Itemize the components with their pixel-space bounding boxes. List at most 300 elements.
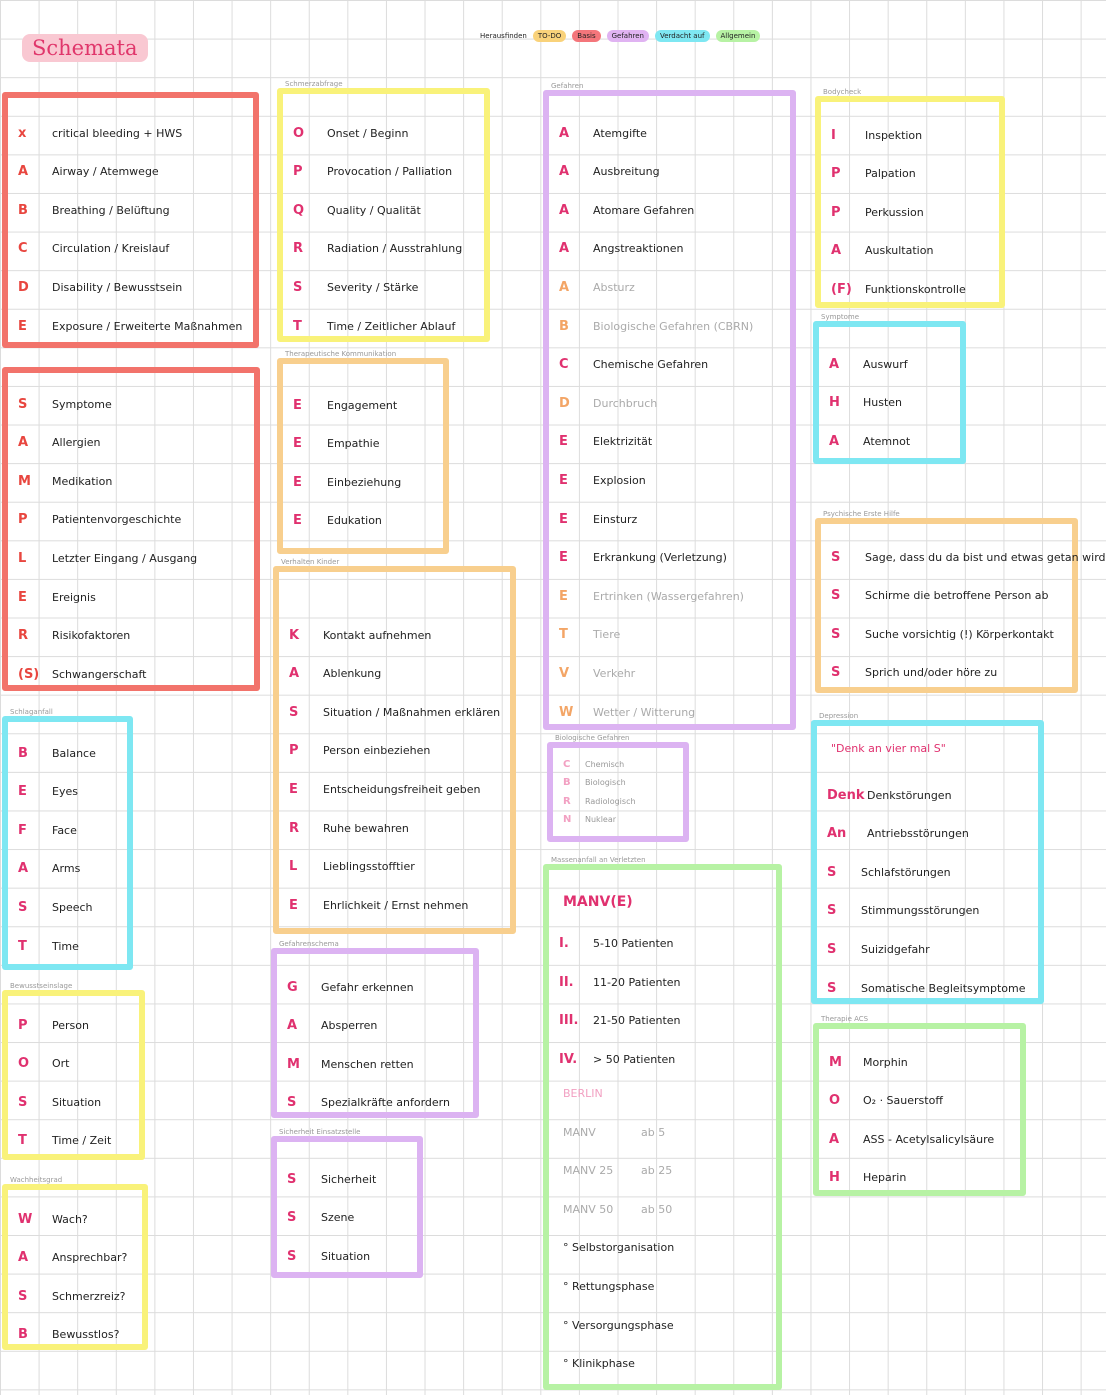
cbrn-letter: N — [563, 814, 572, 825]
xabcde-row — [18, 161, 247, 183]
xabcde-row — [18, 276, 247, 298]
sampler-letter: (S) — [18, 666, 40, 682]
manv-box-title: Massenanfall an Verletzten — [551, 856, 646, 864]
gefahren-row — [559, 199, 784, 221]
aha-letter: A — [829, 356, 840, 372]
legend-basis: Basis — [572, 30, 600, 42]
ippaf-letter: I — [831, 127, 836, 143]
kaspserle-row — [289, 740, 504, 762]
gefahren-text: Absturz — [593, 280, 635, 294]
manv-phase: ° Selbstorganisation — [563, 1241, 675, 1255]
befast-row — [18, 935, 121, 957]
gefahren-letter: A — [559, 164, 570, 180]
opqrst-text: Radiation / Ausstrahlung — [327, 242, 463, 256]
gefahren-text: Ausbreitung — [593, 165, 660, 179]
moah-text: Heparin — [863, 1171, 907, 1185]
gefahren-box-title: Gefahren — [551, 82, 584, 90]
kaspserle-letter: R — [289, 820, 300, 836]
xabcde-text: Airway / Atemwege — [52, 165, 159, 179]
befast-letter: T — [18, 938, 27, 954]
wasb-row — [18, 1285, 136, 1307]
cbrn-box-title: Biologische Gefahren — [555, 734, 630, 742]
opqrst-text: Onset / Beginn — [327, 126, 409, 140]
moah-letter: O — [829, 1093, 841, 1109]
gams-letter: A — [287, 1018, 298, 1034]
gams-row — [287, 1092, 467, 1114]
post-letter: T — [18, 1133, 27, 1149]
eeee-letter: E — [293, 436, 302, 452]
sampler-text: Patientenvorgeschichte — [52, 513, 182, 527]
xabcde-text: Disability / Bewusstsein — [52, 280, 183, 294]
ssss-text: Sage, dass du da bist und etwas getan wird — [865, 550, 1106, 564]
legend-allgemein: Allgemein — [716, 30, 761, 42]
denk-letter: An — [827, 826, 847, 842]
sss-row — [287, 1168, 411, 1190]
sss-box-title: Sicherheit Einsatzstelle — [279, 1128, 361, 1136]
gefahren-letter: E — [559, 550, 568, 566]
befast-text: Balance — [52, 746, 96, 760]
gefahren-letter: A — [559, 279, 570, 295]
gefahren-text: Angstreaktionen — [593, 242, 684, 256]
moah-row — [829, 1128, 1014, 1150]
opqrst-text: Time / Zeitlicher Ablauf — [327, 319, 456, 333]
manv-heading: MANV(E) — [563, 894, 633, 910]
wasb-row — [18, 1247, 136, 1269]
aha-box — [813, 313, 966, 464]
opqrst-row — [293, 122, 478, 144]
gefahren-box — [543, 82, 796, 730]
sampler-row — [18, 586, 248, 608]
ssss-row — [831, 546, 1106, 568]
ssss-box-title: Psychische Erste Hilfe — [823, 510, 900, 518]
aha-row — [829, 430, 954, 452]
kaspserle-letter: L — [289, 859, 298, 875]
ippaf-row — [831, 240, 993, 262]
denk-text: Schlafstörungen — [861, 865, 951, 879]
manv-phase: ° Klinikphase — [563, 1357, 635, 1371]
befast-letter: B — [18, 745, 28, 761]
befast-text: Time — [52, 939, 79, 953]
moah-row — [829, 1090, 1014, 1112]
denk-box-title: Depression — [819, 712, 859, 720]
legend-herausfinden: Herausfinden — [480, 32, 527, 40]
manv-phase: ° Rettungsphase — [563, 1280, 655, 1293]
gefahren-text: Atemgifte — [593, 126, 647, 140]
xabcde-text: Breathing / Belüftung — [52, 203, 170, 217]
gefahren-row — [559, 315, 784, 337]
manv-berlin-row: MANV 50 — [563, 1202, 614, 1216]
gefahren-letter: T — [559, 627, 568, 643]
xabcde-row — [18, 238, 247, 260]
wasb-letter: S — [18, 1288, 28, 1304]
eeee-row — [293, 394, 437, 416]
denk-row — [827, 938, 1032, 960]
legend-todo: TO-DO — [533, 30, 566, 42]
gefahren-letter: C — [559, 357, 569, 373]
denk-letter: Denk — [827, 787, 865, 803]
gefahren-row — [559, 624, 784, 646]
wasb-letter: W — [18, 1211, 33, 1227]
gefahren-row — [559, 585, 784, 607]
gefahren-letter: A — [559, 202, 570, 218]
aha-text: Husten — [863, 396, 903, 410]
cbrn-text: Biologisch — [585, 778, 626, 787]
ippaf-text: Inspektion — [865, 128, 923, 142]
gefahren-text: Einsturz — [593, 512, 638, 526]
ssss-row — [831, 662, 1066, 684]
befast-row — [18, 896, 121, 918]
denk-row — [827, 861, 1032, 883]
kaspserle-letter: K — [289, 627, 300, 643]
xabcde-letter: C — [18, 241, 28, 257]
moah-text: ASS - Acetylsalicylsäure — [863, 1132, 995, 1146]
manv-berlin-row: MANV — [563, 1125, 596, 1139]
gams-text: Menschen retten — [321, 1057, 414, 1071]
gefahren-text: Atomare Gefahren — [593, 203, 695, 217]
wasb-text: Wach? — [52, 1212, 88, 1226]
post-row — [18, 1130, 133, 1152]
kaspserle-letter: A — [289, 666, 300, 682]
kaspserle-row — [289, 856, 504, 878]
gefahren-text: Ertrinken (Wassergefahren) — [593, 589, 744, 603]
befast-letter: S — [18, 899, 28, 915]
sss-text: Situation — [321, 1249, 371, 1263]
ssss-box — [815, 510, 1106, 693]
gefahren-row — [559, 161, 784, 183]
sampler-letter: M — [18, 473, 31, 489]
gams-row — [287, 1053, 467, 1075]
kaspserle-text: Entscheidungsfreiheit geben — [323, 782, 481, 796]
manv-row — [559, 933, 770, 955]
sampler-text: Symptome — [52, 397, 112, 411]
manv-berlin-label: BERLIN — [563, 1087, 603, 1100]
denk-letter: S — [827, 980, 837, 996]
gams-box-title: Gefahrenschema — [279, 940, 339, 948]
ssss-row — [831, 623, 1066, 645]
ssss-letter: S — [831, 588, 841, 604]
manv-row — [559, 971, 770, 993]
ippaf-row — [831, 201, 993, 223]
ssss-row — [831, 585, 1066, 607]
opqrst-letter: Q — [293, 202, 305, 218]
befast-text: Face — [52, 823, 77, 837]
opqrst-row — [293, 161, 478, 183]
eeee-text: Empathie — [327, 437, 380, 451]
xabcde-letter: A — [18, 164, 29, 180]
aha-row — [829, 392, 954, 414]
denk-text: Stimmungsstörungen — [861, 904, 980, 918]
aha-letter: H — [829, 395, 840, 411]
gefahren-row — [559, 508, 784, 530]
eeee-text: Einbeziehung — [327, 475, 402, 489]
ssss-letter: S — [831, 665, 841, 681]
ippaf-row — [831, 124, 993, 146]
sampler-text: Letzter Eingang / Ausgang — [52, 551, 198, 565]
manv-berlin-threshold: ab 5 — [641, 1125, 666, 1139]
manv-letter: II. — [559, 974, 574, 990]
denk-row — [827, 784, 1032, 806]
sampler-box — [2, 367, 260, 691]
ippaf-text: Auskultation — [865, 244, 934, 258]
ssss-text: Schirme die betroffene Person ab — [865, 589, 1049, 603]
wasb-text: Bewusstlos? — [52, 1328, 120, 1342]
cbrn-row — [563, 793, 677, 809]
legend-gefahren: Gefahren — [607, 30, 649, 42]
opqrst-row — [293, 315, 478, 337]
denk-text: Suizidgefahr — [861, 942, 930, 956]
denk-box — [811, 712, 1044, 1004]
sampler-row — [18, 625, 248, 647]
moah-box — [813, 1015, 1026, 1196]
gefahren-row — [559, 354, 784, 376]
post-letter: P — [18, 1017, 28, 1033]
gefahren-letter: A — [559, 125, 570, 141]
denk-letter: S — [827, 864, 837, 880]
xabcde-text: Exposure / Erweiterte Maßnahmen — [52, 319, 243, 333]
gefahren-letter: W — [559, 704, 574, 720]
gefahren-text: Erkrankung (Verletzung) — [593, 551, 727, 565]
sss-box — [271, 1128, 423, 1278]
kaspserle-row — [289, 778, 504, 800]
cbrn-box — [547, 734, 689, 842]
moah-letter: M — [829, 1054, 842, 1070]
kaspserle-text: Situation / Maßnahmen erklären — [323, 705, 501, 719]
moah-box-title: Therapie ACS — [821, 1015, 869, 1023]
post-row — [18, 1014, 133, 1036]
ippaf-letter: (F) — [831, 281, 852, 297]
post-text: Situation — [52, 1095, 102, 1109]
manv-row — [559, 1048, 770, 1070]
denk-quote: "Denk an vier mal S" — [831, 742, 946, 755]
gefahren-text: Durchbruch — [593, 396, 658, 410]
manv-text: 5-10 Patienten — [593, 937, 674, 951]
xabcde-letter: x — [18, 125, 27, 141]
aha-text: Atemnot — [863, 434, 911, 448]
gefahren-letter: D — [559, 395, 570, 411]
gams-letter: G — [287, 979, 298, 995]
kaspserle-text: Lieblingsstofftier — [323, 860, 415, 874]
ssss-text: Suche vorsichtig (!) Körperkontakt — [865, 627, 1054, 641]
moah-row — [829, 1051, 1014, 1073]
manv-letter: IV. — [559, 1051, 578, 1067]
wasb-row — [18, 1208, 136, 1230]
post-letter: S — [18, 1094, 28, 1110]
opqrst-row — [293, 238, 478, 260]
befast-row — [18, 858, 121, 880]
manv-row — [559, 1010, 770, 1032]
opqrst-row — [293, 276, 478, 298]
sampler-row — [18, 432, 248, 454]
wasb-letter: A — [18, 1250, 29, 1266]
befast-letter: E — [18, 784, 27, 800]
eeee-letter: E — [293, 513, 302, 529]
eeee-box-title: Therapeutische Kommunikation — [285, 350, 397, 358]
kaspserle-letter: S — [289, 704, 299, 720]
sss-text: Szene — [321, 1211, 355, 1225]
sss-row — [287, 1207, 411, 1229]
xabcde-row — [18, 199, 247, 221]
befast-text: Speech — [52, 900, 93, 914]
gefahren-row — [559, 431, 784, 453]
befast-box — [2, 708, 133, 970]
moah-row — [829, 1167, 1014, 1189]
wasb-text: Ansprechbar? — [52, 1251, 128, 1265]
xabcde-text: Circulation / Kreislauf — [52, 242, 170, 256]
sss-letter: S — [287, 1171, 297, 1187]
xabcde-text: critical bleeding + HWS — [52, 126, 183, 140]
opqrst-letter: P — [293, 164, 303, 180]
kaspserle-row — [289, 701, 504, 723]
denk-letter: S — [827, 903, 837, 919]
post-text: Time / Zeit — [52, 1134, 112, 1148]
post-text: Person — [52, 1018, 89, 1032]
manv-berlin-row: MANV 25 — [563, 1164, 614, 1178]
gefahren-row — [559, 701, 784, 723]
ippaf-text: Palpation — [865, 167, 916, 181]
wasb-row — [18, 1324, 136, 1346]
befast-box-title: Schlaganfall — [10, 708, 53, 716]
sampler-row — [18, 663, 248, 685]
gefahren-text: Biologische Gefahren (CBRN) — [593, 319, 754, 333]
aha-letter: A — [829, 433, 840, 449]
ippaf-letter: A — [831, 243, 842, 259]
post-row — [18, 1091, 133, 1113]
ippaf-row — [831, 278, 993, 300]
cbrn-row — [563, 756, 677, 772]
gams-box — [271, 940, 479, 1118]
denk-row — [827, 900, 1032, 922]
gefahren-row — [559, 662, 784, 684]
eeee-letter: E — [293, 397, 302, 413]
gefahren-letter: B — [559, 318, 569, 334]
gams-letter: M — [287, 1056, 300, 1072]
post-text: Ort — [52, 1057, 70, 1071]
gefahren-text: Explosion — [593, 473, 646, 487]
legend-verdacht: Verdacht auf — [655, 30, 710, 42]
gams-row — [287, 1015, 467, 1037]
wasb-box — [2, 1176, 148, 1350]
wasb-text: Schmerzreiz? — [52, 1289, 126, 1303]
gefahren-text: Elektrizität — [593, 435, 653, 449]
ippaf-text: Perkussion — [865, 205, 924, 219]
eeee-box — [277, 350, 449, 554]
sss-letter: S — [287, 1248, 297, 1264]
denk-text: Somatische Begleitsymptome — [861, 981, 1026, 995]
opqrst-row — [293, 199, 478, 221]
sss-letter: S — [287, 1210, 297, 1226]
opqrst-letter: O — [293, 125, 305, 141]
denk-letter: S — [827, 941, 837, 957]
manv-phase: ° Versorgungsphase — [563, 1318, 674, 1332]
kaspserle-letter: E — [289, 897, 298, 913]
gefahren-letter: E — [559, 434, 568, 450]
cbrn-text: Radiologisch — [585, 796, 636, 806]
manv-letter: I. — [559, 936, 569, 952]
sampler-row — [18, 509, 248, 531]
opqrst-text: Severity / Stärke — [327, 280, 419, 294]
cbrn-letter: C — [563, 758, 571, 770]
manv-letter: III. — [559, 1013, 579, 1029]
sampler-row — [18, 470, 248, 492]
kaspserle-text: Ruhe bewahren — [323, 821, 409, 835]
sampler-letter: S — [18, 396, 28, 412]
kaspserle-row — [289, 894, 504, 916]
sampler-text: Risikofaktoren — [52, 629, 131, 643]
opqrst-letter: S — [293, 279, 303, 295]
sampler-text: Allergien — [52, 436, 101, 450]
denk-text: Denkstörungen — [867, 788, 952, 802]
gams-text: Gefahr erkennen — [321, 980, 414, 994]
gefahren-letter: V — [559, 665, 570, 681]
kaspserle-letter: E — [289, 781, 298, 797]
gams-text: Spezialkräfte anfordern — [321, 1096, 450, 1110]
moah-letter: H — [829, 1170, 840, 1186]
denk-row — [827, 823, 1032, 845]
kaspserle-text: Person einbeziehen — [323, 744, 431, 758]
eeee-row — [293, 471, 437, 493]
gefahren-text: Chemische Gefahren — [593, 358, 709, 372]
kaspserle-text: Kontakt aufnehmen — [323, 628, 432, 642]
opqrst-letter: T — [293, 318, 302, 334]
opqrst-text: Provocation / Palliation — [327, 165, 453, 179]
kaspserle-row — [289, 817, 504, 839]
gefahren-letter: E — [559, 511, 568, 527]
opqrst-box — [277, 80, 490, 342]
sampler-text: Schwangerschaft — [52, 667, 147, 681]
befast-row — [18, 781, 121, 803]
moah-text: O₂ · Sauerstoff — [863, 1094, 943, 1108]
befast-letter: A — [18, 861, 29, 877]
gams-text: Absperren — [321, 1019, 378, 1033]
page-title: Schemata — [22, 34, 148, 62]
manv-text: 21-50 Patienten — [593, 1014, 681, 1028]
xabcde-letter: D — [18, 279, 29, 295]
kaspserle-row — [289, 624, 504, 646]
post-box-title: Bewusstseinslage — [10, 982, 73, 990]
manv-box — [543, 856, 782, 1390]
ippaf-row — [831, 163, 993, 185]
post-row — [18, 1053, 133, 1075]
aha-row — [829, 353, 954, 375]
cbrn-letter: R — [563, 795, 571, 807]
kaspserle-text: Ablenkung — [323, 667, 382, 681]
color-legend — [480, 30, 760, 42]
eeee-letter: E — [293, 474, 302, 490]
sss-row — [287, 1245, 411, 1267]
opqrst-letter: R — [293, 241, 304, 257]
gefahren-row — [559, 547, 784, 569]
xabcde-box — [2, 92, 259, 348]
xabcde-letter: B — [18, 202, 28, 218]
sampler-text: Medikation — [52, 474, 113, 488]
kaspserle-text: Ehrlichkeit / Ernst nehmen — [323, 898, 469, 912]
post-box — [2, 982, 145, 1160]
befast-letter: F — [18, 822, 27, 838]
kaspserle-box — [273, 558, 516, 934]
denk-text: Antriebsstörungen — [867, 827, 969, 841]
sampler-letter: R — [18, 628, 29, 644]
gefahren-row — [559, 276, 784, 298]
cbrn-text: Chemisch — [585, 759, 625, 769]
gefahren-text: Verkehr — [593, 666, 636, 680]
gams-letter: S — [287, 1095, 297, 1111]
sampler-row — [18, 393, 248, 415]
manv-text: > 50 Patienten — [593, 1052, 676, 1066]
cbrn-row — [563, 775, 677, 791]
aha-text: Auswurf — [863, 357, 908, 371]
xabcde-letter: E — [18, 318, 27, 334]
gefahren-row — [559, 392, 784, 414]
